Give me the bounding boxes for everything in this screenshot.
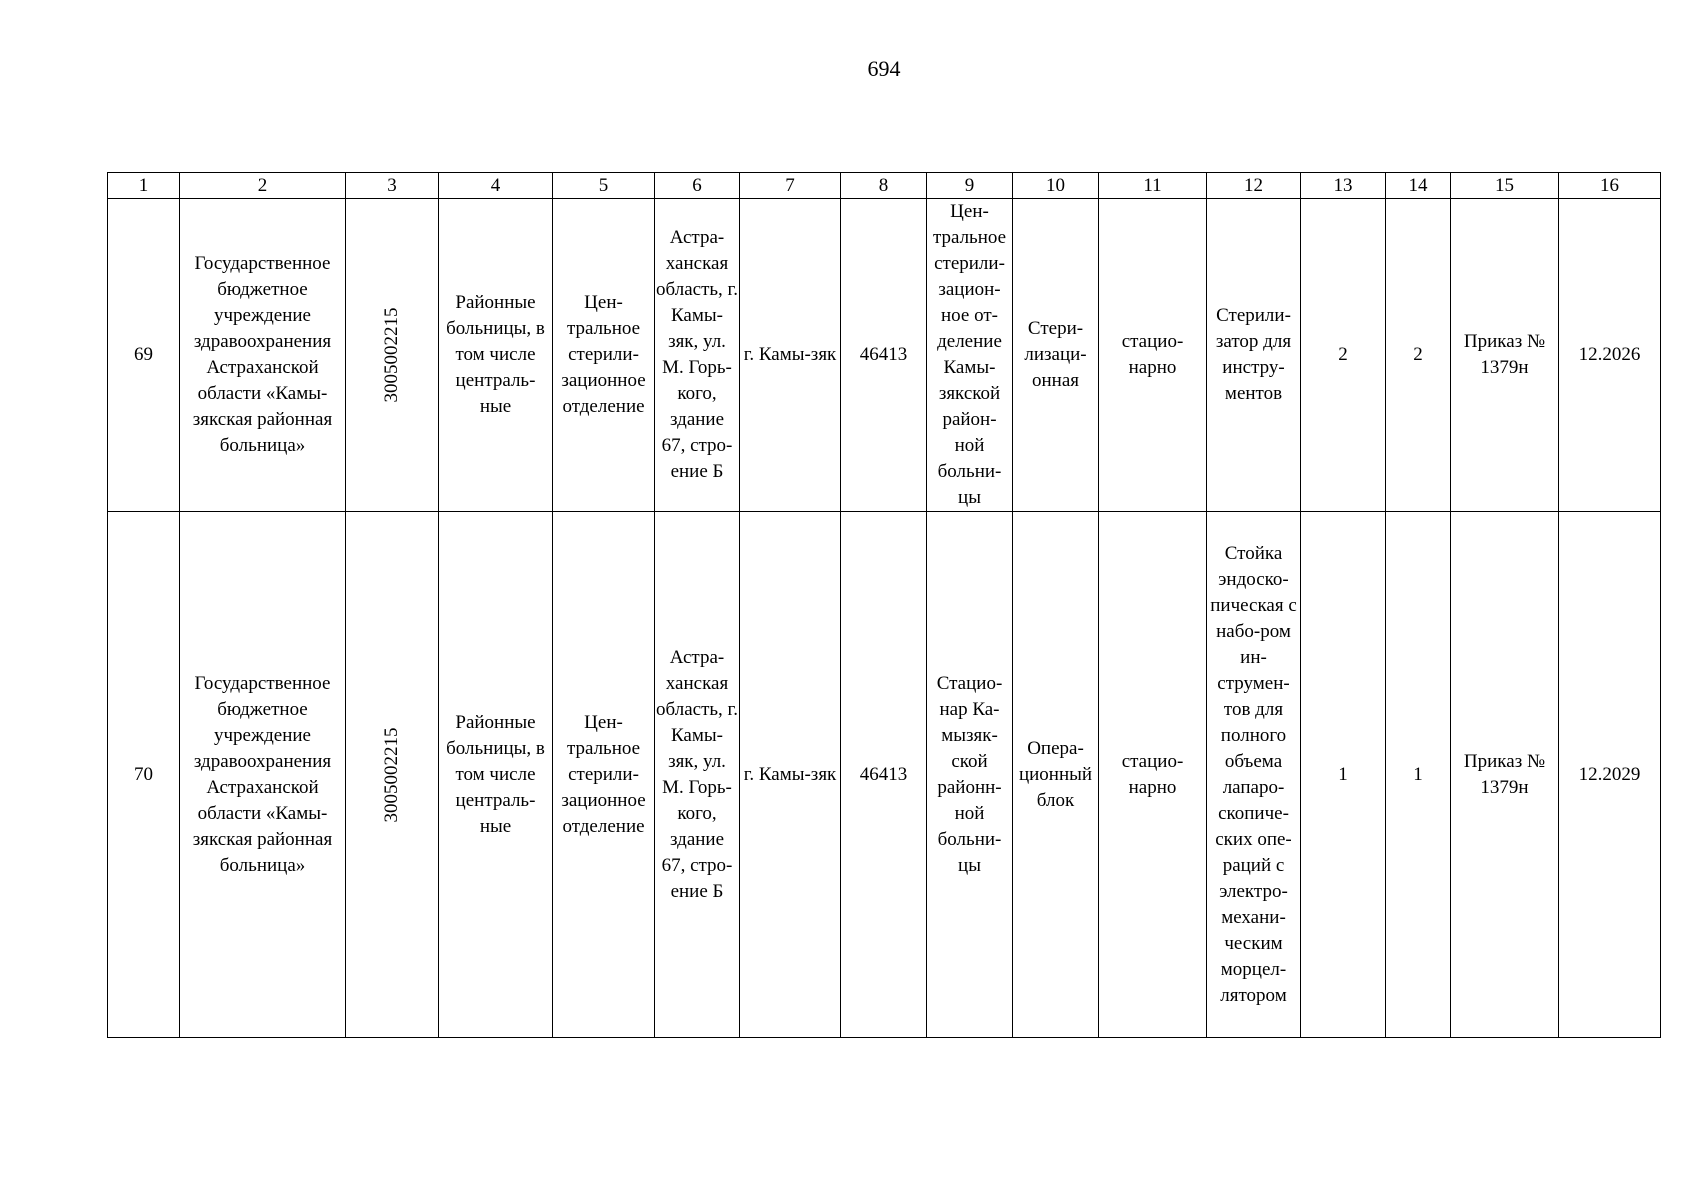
order: Приказ № 1379н	[1463, 331, 1546, 378]
registry-table	[107, 172, 1661, 1038]
column-number: 2	[180, 173, 346, 199]
care-conditions: стацио-нарно	[1121, 750, 1184, 798]
organization-name: Государственное бюджетное учреждение здравоохранения Астраханской области «Камы-зякская районная больница»	[192, 672, 333, 876]
locality-cell	[740, 199, 841, 512]
column-number: 5	[553, 173, 655, 199]
address: Астра-ханская область, г. Камы-зяк, ул. М. Горь-кого, здание 67, стро-ение Б	[656, 227, 738, 482]
date-cell: 12.2026	[1559, 199, 1661, 512]
address-cell	[655, 199, 740, 512]
column-number: 4	[439, 173, 553, 199]
organization-type-cell	[439, 512, 553, 1038]
address: Астра-ханская область, г. Камы-зяк, ул. М. Горь-кого, здание 67, стро-ение Б	[656, 646, 738, 902]
column-number: 12	[1207, 173, 1301, 199]
quantity-cell: 1	[1386, 512, 1451, 1038]
organization-code: 3005002215	[381, 307, 402, 403]
row-number-cell: 70	[108, 512, 180, 1038]
column-number: 14	[1386, 173, 1451, 199]
organization-code: 3005002215	[381, 727, 402, 822]
column-number: 11	[1099, 173, 1207, 199]
oktmo-cell: 46413	[841, 512, 927, 1038]
subdivision: Стацио-нар Ка-мызяк-ской районн-ной больни-цы	[936, 672, 1003, 876]
locality: г. Камы-зяк	[743, 344, 837, 365]
department: Цен-тральное стерили-зационное отделение	[561, 292, 646, 417]
oktmo-cell: 46413	[841, 199, 927, 512]
care-conditions-cell	[1099, 199, 1207, 512]
order-cell	[1451, 512, 1559, 1038]
row-number-cell: 69	[108, 199, 180, 512]
equipment: Стойка эндоско-пическая с набо-ром ин-струмен-тов для полного объема лапаро-скопиче-ских опе-раций с электро-механи-ческим морцел-лятором	[1210, 542, 1297, 1006]
unit: Опера-ционный блок	[1018, 737, 1093, 811]
column-number-row	[108, 173, 1661, 199]
unit: Стери-лизаци-онная	[1024, 318, 1087, 391]
code-cell	[346, 512, 439, 1038]
subdivision: Цен-тральное стерили-зацион-ное от-деление Камы-зякской район-ной больни-цы	[932, 201, 1007, 508]
quantity-cell: 2	[1301, 199, 1386, 512]
subdivision-cell	[927, 512, 1013, 1038]
order-cell	[1451, 199, 1559, 512]
organization-name: Государственное бюджетное учреждение здравоохранения Астраханской области «Камы-зякская районная больница»	[192, 253, 333, 456]
column-number: 7	[740, 173, 841, 199]
equipment-cell	[1207, 512, 1301, 1038]
organization-name-cell	[180, 512, 346, 1038]
order: Приказ № 1379н	[1463, 750, 1546, 798]
organization-type: Районные больницы, в том числе централь-ные	[446, 711, 545, 837]
department-cell	[553, 199, 655, 512]
organization-name-cell	[180, 199, 346, 512]
unit-cell	[1013, 512, 1099, 1038]
code-cell	[346, 199, 439, 512]
organization-type: Районные больницы, в том числе централь-ные	[446, 292, 545, 417]
column-number: 6	[655, 173, 740, 199]
address-cell	[655, 512, 740, 1038]
quantity-cell: 2	[1386, 199, 1451, 512]
department: Цен-тральное стерили-зационное отделение	[561, 711, 646, 837]
column-number: 8	[841, 173, 927, 199]
department-cell	[553, 512, 655, 1038]
column-number: 10	[1013, 173, 1099, 199]
table-row	[108, 199, 1661, 512]
locality: г. Камы-зяк	[743, 763, 837, 785]
column-number: 13	[1301, 173, 1386, 199]
equipment-cell	[1207, 199, 1301, 512]
organization-type-cell	[439, 199, 553, 512]
column-number: 3	[346, 173, 439, 199]
column-number: 15	[1451, 173, 1559, 199]
care-conditions: стацио-нарно	[1121, 331, 1184, 378]
page-number: 694	[867, 56, 901, 81]
subdivision-cell	[927, 199, 1013, 512]
column-number: 1	[108, 173, 180, 199]
equipment: Стерили-затор для инстру-ментов	[1215, 305, 1292, 404]
column-number: 16	[1559, 173, 1661, 199]
table-row	[108, 512, 1661, 1038]
unit-cell	[1013, 199, 1099, 512]
quantity-cell: 1	[1301, 512, 1386, 1038]
locality-cell	[740, 512, 841, 1038]
column-number: 9	[927, 173, 1013, 199]
date-cell: 12.2029	[1559, 512, 1661, 1038]
care-conditions-cell	[1099, 512, 1207, 1038]
